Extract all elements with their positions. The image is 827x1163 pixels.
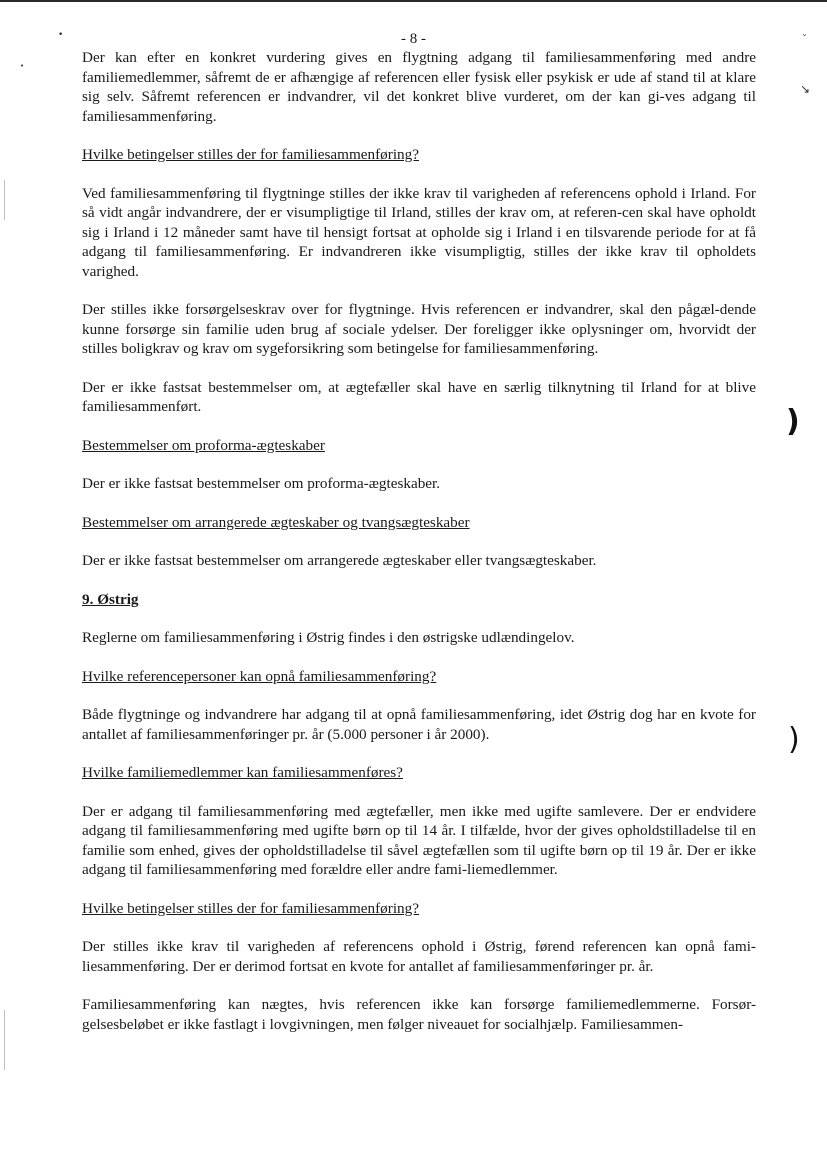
binder-hole-mark: ) bbox=[786, 404, 800, 439]
body-paragraph: Der stilles ikke krav til varigheden af referencens ophold i Østrig, førend referencen kan opnå fami-liesammenføring. Der er derimod fortsat en kvote for antallet af familiesammenføringer pr. år. bbox=[82, 938, 756, 975]
body-paragraph: Både flygtninge og indvandrere har adgang til at opnå familiesammenføring, idet Østrig dog har en kvote for antallet af familiesammenføringer pr. år (5.000 personer i år 2000). bbox=[82, 706, 756, 743]
scan-speck: • bbox=[20, 62, 25, 70]
section-title: 9. Østrig bbox=[82, 590, 139, 608]
scan-edge-mark bbox=[4, 1010, 5, 1070]
subheading: Hvilke referencepersoner kan opnå familiesammenføring? bbox=[82, 667, 437, 685]
body-paragraph: Familiesammenføring kan nægtes, hvis referencen ikke kan forsørge familiemedlemmerne. Forsør-gelsesbeløbet er ikke fastlagt i lovgivningen, men følger niveauet for socialhjælp. Familiesammen- bbox=[82, 996, 756, 1033]
document-body bbox=[82, 48, 756, 1053]
body-paragraph: Reglerne om familiesammenføring i Østrig findes i den østrigske udlændingelov. bbox=[82, 629, 575, 646]
subheading: Hvilke betingelser stilles der for familiesammenføring? bbox=[82, 146, 419, 163]
scan-top-border bbox=[0, 0, 827, 2]
scan-speck: ˇ bbox=[802, 34, 807, 45]
subheading: Hvilke familiemedlemmer kan familiesammenføres? bbox=[82, 764, 403, 781]
scan-speck: ↘ bbox=[800, 82, 811, 96]
body-paragraph: Der er adgang til familiesammenføring med ægtefæller, men ikke med ugifte samlevere. Der er endvidere adgang til familiesammenføring med ugifte børn op til 14 år. I tilfælde, hvor der gives opholdstilladelse til en familie som enhed, gives der opholdstilladelse til såvel ægtefællen som til ugifte børn op til 19 år. Der er ikke adgang til familiesammenføring med forældre eller andre fami-liemedlemmer. bbox=[82, 802, 756, 878]
body-paragraph: Der kan efter en konkret vurdering gives en flygtning adgang til familiesammenføring med andre familiemedlemmer, såfremt de er afhængige af referencen eller fysisk eller psykisk er ude af stand til at klare sig selv. Såfremt referencen er indvandrer, vil det konkret blive vurderet, om der kan gi-ves adgang til familiesammenføring. bbox=[82, 49, 756, 125]
page-number: - 8 - bbox=[401, 31, 426, 47]
scan-speck: • bbox=[58, 30, 64, 40]
body-paragraph: Der er ikke fastsat bestemmelser om, at ægtefæller skal have en særlig tilknytning til Irland for at blive familiesammenført. bbox=[82, 378, 756, 415]
subheading: Hvilke betingelser stilles der for familiesammenføring? bbox=[82, 899, 419, 917]
body-paragraph: Der er ikke fastsat bestemmelser om proforma-ægteskaber. bbox=[82, 475, 441, 492]
body-paragraph: Ved familiesammenføring til flygtninge stilles der ikke krav til varigheden af referencens ophold i Irland. For så vidt angår indvandrere, der er visumpligtige til Irland, stilles der krav om, at referen-cen skal have opholdt sig i Irland i 12 måneder samt have til hensigt fortsat at opholde sig i Irland i en tilsvarende periode for at få adgang til familiesammenføring. Er indvandreren ikke visumpligtig, stilles der ikke krav til opholdets varighed. bbox=[82, 184, 756, 280]
body-paragraph: Der er ikke fastsat bestemmelser om arrangerede ægteskaber eller tvangsægteskaber. bbox=[82, 552, 597, 569]
subheading: Bestemmelser om arrangerede ægteskaber og tvangsægteskaber bbox=[82, 513, 470, 531]
binder-hole-mark: ) bbox=[788, 722, 800, 757]
scan-edge-mark bbox=[4, 180, 5, 220]
body-paragraph: Der stilles ikke forsørgelseskrav over for flygtninge. Hvis referencen er indvandrer, skal den pågæl-dende kunne forsørge sin familie uden brug af sociale ydelser. Der foreligger ikke oplysninger om, hvorvidt der stilles boligkrav og krav om sygeforsikring som betingelse for familiesammenføring. bbox=[82, 301, 756, 357]
subheading: Bestemmelser om proforma-ægteskaber bbox=[82, 436, 325, 454]
